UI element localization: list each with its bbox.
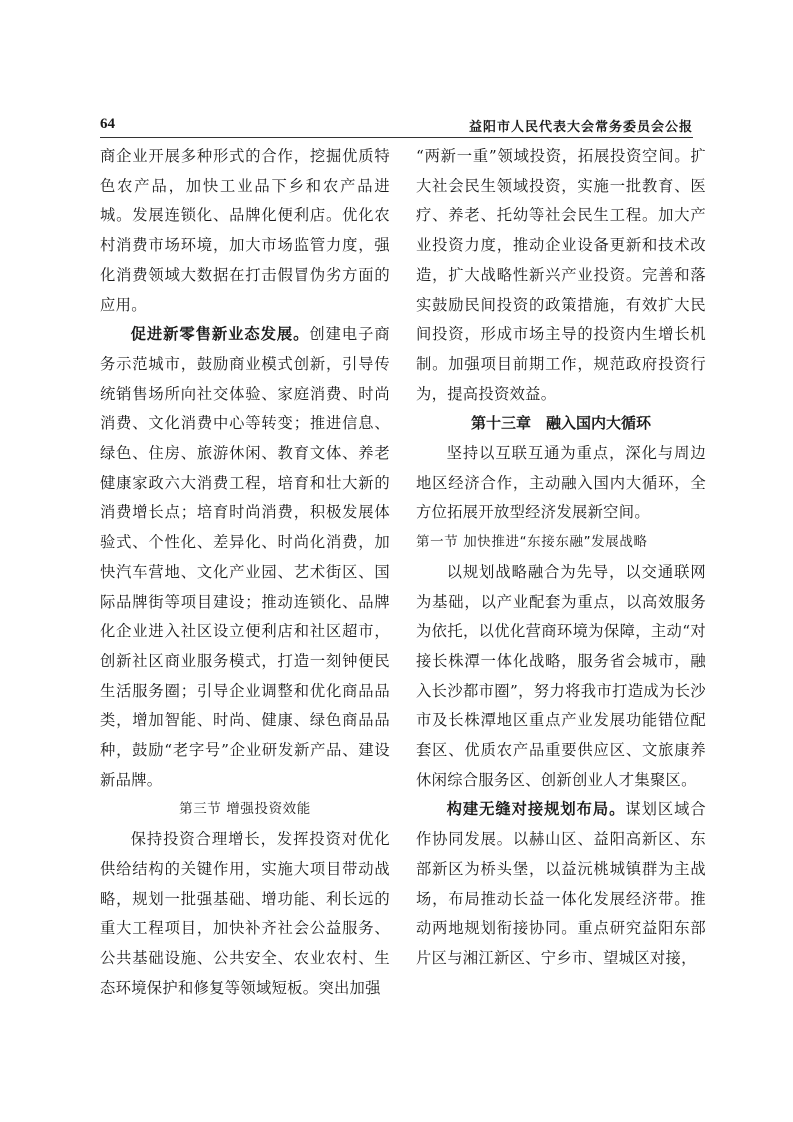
paragraph: 坚持以互联互通为重点，深化与周边地区经济合作，主动融入国内大循环，全方位拓展开放型经济发展新空间。	[416, 444, 706, 522]
journal-title: 益阳市人民代表大会常务委员会公报	[468, 120, 693, 135]
paragraph: 以规划战略融合为先导，以交通联网为基础，以产业配套为重点，以高效服务为依托，以优化营商环境为保障，主动“对接长株潭一体化战略，服务省会城市，融入长沙都市圈”，努力将我市打造成为长沙市及长株潭地区重点产业发展功能错位配套区、优质农产品重要供应区、文旅康养休闲综合服务区、创新创业人才集聚区。	[416, 562, 706, 789]
section-heading: 第三节 增强投资效能	[179, 801, 311, 818]
paragraph-body: 创建电子商务示范城市，鼓励商业模式创新，引导传统销售场所向社交体验、家庭消费、时尚消费、文化消费中心等转变；推进信息、绿色、住房、旅游休闲、教育文体、养老健康家政六大消费工程，培育和壮大新的消费增长点；培育时尚消费，积极发展体验式、个性化、差异化、时尚化消费，加快汽车营地、文化产业园、艺术街区、国际品牌街等项目建设；推动连锁化、品牌化企业进入社区设立便利店和社区超市，创新社区商业服务模式，打造一刻钟便民生活服务圈；引导企业调整和优化商品品类，增加智能、时尚、健康、绿色商品品种，鼓励“老字号”企业研发新产品、建设新品牌。	[100, 325, 390, 789]
paragraph: “两新一重”领域投资，拓展投资空间。扩大社会民生领域投资，实施一批教育、医疗、养老、托幼等社会民生工程。加大产业投资力度，推动企业设备更新和技术改造，扩大战略性新兴产业投资。完善和落实鼓励民间投资的政策措施，有效扩大民间投资，形成市场主导的投资内生增长机制。加强项目前期工作，规范政府投资行为，提高投资效益。	[416, 147, 706, 403]
paragraph: 商企业开展多种形式的合作，挖掘优质特色农产品，加快工业品下乡和农产品进城。发展连锁化、品牌化便利店。优化农村消费市场环境，加大市场监管力度，强化消费领域大数据在打击假冒伪劣方面的应用。	[100, 147, 390, 314]
paragraph: 保持投资合理增长，发挥投资对优化供给结构的关键作用，实施大项目带动战略，规划一批强基础、增功能、利长远的重大工程项目，加快补齐社会公益服务、公共基础设施、公共安全、农业农村、生态环境保护和修复等领域短板。突出加强	[100, 830, 390, 997]
section-heading: 第一节 加快推进“东接东融”发展战略	[416, 534, 648, 551]
paragraph-lead: 促进新零售新业态发展。	[130, 325, 310, 344]
paragraph-body: 谋划区域合作协同发展。以赫山区、益阳高新区、东部新区为桥头堡，以益沅桃城镇群为主战场，布局推动长益一体化发展经济带。推动两地规划衔接协同。重点研究益阳东部片区与湘江新区、宁乡市、望城区对接，	[416, 800, 706, 967]
page-number: 64	[100, 116, 115, 132]
paragraph-lead: 构建无缝对接规划布局。	[446, 800, 626, 819]
chapter-heading: 第十三章 融入国内大循环	[470, 414, 651, 433]
paragraph	[416, 795, 706, 973]
left-column	[100, 142, 390, 1003]
right-column	[416, 142, 706, 974]
paragraph	[100, 320, 390, 795]
header-rule	[100, 137, 693, 138]
